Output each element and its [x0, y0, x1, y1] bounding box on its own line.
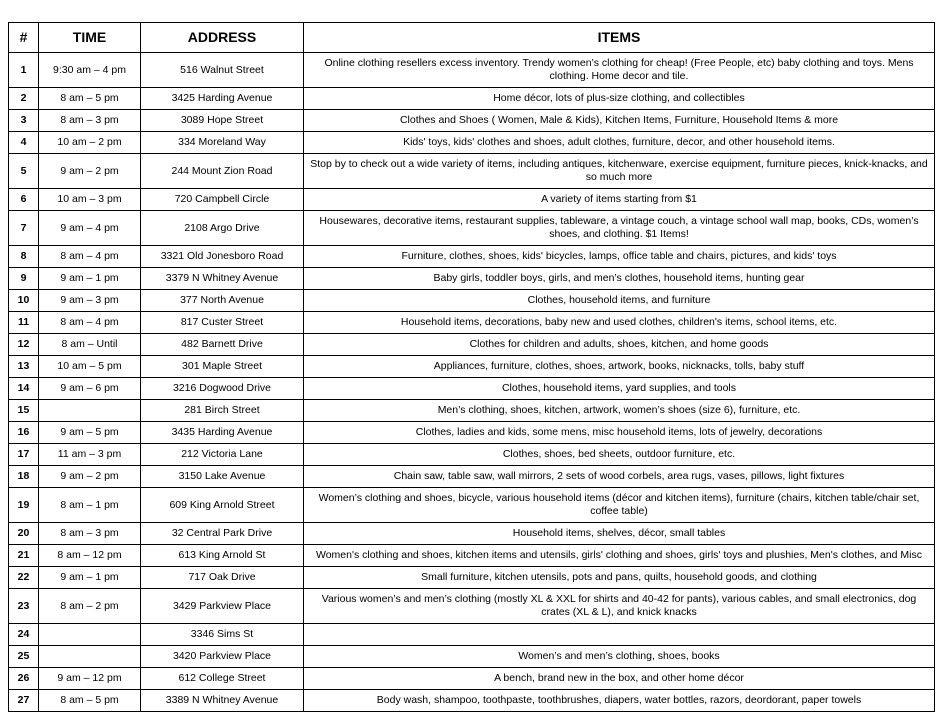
cell-items: Appliances, furniture, clothes, shoes, artwork, books, nicknacks, tolls, baby stuff	[304, 356, 935, 378]
cell-items: Kids' toys, kids' clothes and shoes, adult clothes, furniture, decor, and other household items.	[304, 132, 935, 154]
cell-items: Clothes for children and adults, shoes, kitchen, and home goods	[304, 334, 935, 356]
cell-address: 482 Barnett Drive	[141, 334, 304, 356]
table-row	[9, 690, 935, 712]
cell-number: 13	[9, 356, 39, 378]
cell-time: 9 am – 3 pm	[39, 290, 141, 312]
cell-time	[39, 624, 141, 646]
table-row	[9, 466, 935, 488]
cell-items: Furniture, clothes, shoes, kids' bicycles, lamps, office table and chairs, pictures, and kids' toys	[304, 246, 935, 268]
cell-time: 8 am – 2 pm	[39, 589, 141, 624]
column-header-items: ITEMS	[304, 23, 935, 53]
cell-time: 8 am – 3 pm	[39, 523, 141, 545]
cell-address: 32 Central Park Drive	[141, 523, 304, 545]
cell-address: 3089 Hope Street	[141, 110, 304, 132]
cell-time: 9 am – 2 pm	[39, 154, 141, 189]
table-row	[9, 211, 935, 246]
cell-number: 20	[9, 523, 39, 545]
cell-items: Women’s clothing and shoes, bicycle, various household items (décor and kitchen items), furniture (chairs, kitchen table/chair set, coffee table)	[304, 488, 935, 523]
cell-address: 3420 Parkview Place	[141, 646, 304, 668]
table-row	[9, 53, 935, 88]
cell-time: 9 am – 12 pm	[39, 668, 141, 690]
cell-address: 612 College Street	[141, 668, 304, 690]
cell-items: Stop by to check out a wide variety of items, including antiques, kitchenware, exercise equipment, furniture pieces, knick-knacks, and so much more	[304, 154, 935, 189]
table-row	[9, 400, 935, 422]
table-row	[9, 545, 935, 567]
cell-address: 3389 N Whitney Avenue	[141, 690, 304, 712]
cell-items: Clothes, household items, yard supplies, and tools	[304, 378, 935, 400]
cell-number: 21	[9, 545, 39, 567]
cell-time: 8 am – 3 pm	[39, 110, 141, 132]
cell-items: Household items, shelves, décor, small tables	[304, 523, 935, 545]
cell-number: 2	[9, 88, 39, 110]
table-row	[9, 488, 935, 523]
cell-address: 3379 N Whitney Avenue	[141, 268, 304, 290]
cell-time: 9 am – 1 pm	[39, 268, 141, 290]
cell-number: 25	[9, 646, 39, 668]
sales-listing-table	[8, 22, 935, 712]
cell-items: Clothes, ladies and kids, some mens, misc household items, lots of jewelry, decorations	[304, 422, 935, 444]
cell-number: 10	[9, 290, 39, 312]
table-row	[9, 154, 935, 189]
table-row	[9, 312, 935, 334]
cell-time: 8 am – 4 pm	[39, 312, 141, 334]
cell-address: 3150 Lake Avenue	[141, 466, 304, 488]
table-row	[9, 110, 935, 132]
cell-time: 9 am – 4 pm	[39, 211, 141, 246]
table-row	[9, 132, 935, 154]
table-row	[9, 290, 935, 312]
table-row	[9, 589, 935, 624]
cell-address: 3429 Parkview Place	[141, 589, 304, 624]
cell-items: Body wash, shampoo, toothpaste, toothbrushes, diapers, water bottles, razors, deordorant, paper towels	[304, 690, 935, 712]
cell-address: 3321 Old Jonesboro Road	[141, 246, 304, 268]
cell-number: 18	[9, 466, 39, 488]
table-row	[9, 356, 935, 378]
cell-time: 9 am – 6 pm	[39, 378, 141, 400]
cell-number: 6	[9, 189, 39, 211]
cell-address: 334 Moreland Way	[141, 132, 304, 154]
cell-address: 3346 Sims St	[141, 624, 304, 646]
table-row	[9, 334, 935, 356]
table-row	[9, 567, 935, 589]
table-row	[9, 88, 935, 110]
cell-number: 24	[9, 624, 39, 646]
cell-number: 27	[9, 690, 39, 712]
cell-number: 22	[9, 567, 39, 589]
cell-items: Men’s clothing, shoes, kitchen, artwork, women’s shoes (size 6), furniture, etc.	[304, 400, 935, 422]
cell-items: Women’s and men’s clothing, shoes, books	[304, 646, 935, 668]
cell-time: 8 am – 4 pm	[39, 246, 141, 268]
table-row	[9, 444, 935, 466]
cell-address: 613 King Arnold St	[141, 545, 304, 567]
cell-items: Online clothing resellers excess inventory. Trendy women’s clothing for cheap! (Free People, etc) baby clothing and toys. Mens clothing. Home decor and tile.	[304, 53, 935, 88]
cell-time: 9 am – 5 pm	[39, 422, 141, 444]
cell-number: 12	[9, 334, 39, 356]
cell-items: Clothes and Shoes ( Women, Male & Kids), Kitchen Items, Furniture, Household Items & more	[304, 110, 935, 132]
table-body	[9, 53, 935, 712]
cell-items: Clothes, shoes, bed sheets, outdoor furniture, etc.	[304, 444, 935, 466]
cell-number: 4	[9, 132, 39, 154]
cell-time: 9 am – 2 pm	[39, 466, 141, 488]
cell-time: 11 am – 3 pm	[39, 444, 141, 466]
cell-items: Home décor, lots of plus-size clothing, and collectibles	[304, 88, 935, 110]
cell-address: 377 North Avenue	[141, 290, 304, 312]
cell-number: 3	[9, 110, 39, 132]
cell-number: 7	[9, 211, 39, 246]
cell-address: 3216 Dogwood Drive	[141, 378, 304, 400]
cell-number: 11	[9, 312, 39, 334]
cell-items: Various women’s and men’s clothing (mostly XL & XXL for shirts and 40-42 for pants), various cables, and small electronics, dog crates (XL & L), and knick knacks	[304, 589, 935, 624]
cell-time: 8 am – Until	[39, 334, 141, 356]
cell-address: 817 Custer Street	[141, 312, 304, 334]
cell-time: 9 am – 1 pm	[39, 567, 141, 589]
table-row	[9, 668, 935, 690]
cell-items: Household items, decorations, baby new and used clothes, children's items, school items, etc.	[304, 312, 935, 334]
cell-items: A variety of items starting from $1	[304, 189, 935, 211]
cell-time: 10 am – 3 pm	[39, 189, 141, 211]
table-row	[9, 523, 935, 545]
cell-number: 17	[9, 444, 39, 466]
table-row	[9, 246, 935, 268]
cell-items: Women's clothing and shoes, kitchen items and utensils, girls' clothing and shoes, girls' toys and plushies, Men's clothes, and Misc	[304, 545, 935, 567]
cell-items: Chain saw, table saw, wall mirrors, 2 sets of wood corbels, area rugs, vases, pillows, light fixtures	[304, 466, 935, 488]
cell-address: 3425 Harding Avenue	[141, 88, 304, 110]
cell-number: 23	[9, 589, 39, 624]
cell-time: 10 am – 2 pm	[39, 132, 141, 154]
cell-time: 8 am – 5 pm	[39, 690, 141, 712]
cell-time: 8 am – 1 pm	[39, 488, 141, 523]
cell-items	[304, 624, 935, 646]
cell-number: 14	[9, 378, 39, 400]
column-header-number: #	[9, 23, 39, 53]
cell-number: 8	[9, 246, 39, 268]
cell-address: 720 Campbell Circle	[141, 189, 304, 211]
cell-items: Housewares, decorative items, restaurant supplies, tableware, a vintage couch, a vintage school wall map, books, CDs, women’s shoes, and clothing. $1 Items!	[304, 211, 935, 246]
table-row	[9, 624, 935, 646]
header-row	[9, 23, 935, 53]
cell-address: 244 Mount Zion Road	[141, 154, 304, 189]
cell-address: 3435 Harding Avenue	[141, 422, 304, 444]
table-header	[9, 23, 935, 53]
cell-address: 212 Victoria Lane	[141, 444, 304, 466]
table-row	[9, 646, 935, 668]
cell-address: 516 Walnut Street	[141, 53, 304, 88]
cell-address: 301 Maple Street	[141, 356, 304, 378]
column-header-time: TIME	[39, 23, 141, 53]
cell-number: 26	[9, 668, 39, 690]
cell-number: 16	[9, 422, 39, 444]
table-row	[9, 378, 935, 400]
cell-number: 19	[9, 488, 39, 523]
cell-time: 9:30 am – 4 pm	[39, 53, 141, 88]
column-header-address: ADDRESS	[141, 23, 304, 53]
cell-address: 609 King Arnold Street	[141, 488, 304, 523]
cell-number: 15	[9, 400, 39, 422]
table-row	[9, 189, 935, 211]
cell-items: Baby girls, toddler boys, girls, and men’s clothes, household items, hunting gear	[304, 268, 935, 290]
cell-time: 10 am – 5 pm	[39, 356, 141, 378]
cell-time	[39, 400, 141, 422]
table-row	[9, 268, 935, 290]
cell-time: 8 am – 12 pm	[39, 545, 141, 567]
cell-time	[39, 646, 141, 668]
cell-address: 2108 Argo Drive	[141, 211, 304, 246]
cell-time: 8 am – 5 pm	[39, 88, 141, 110]
table-row	[9, 422, 935, 444]
cell-address: 717 Oak Drive	[141, 567, 304, 589]
cell-items: Small furniture, kitchen utensils, pots and pans, quilts, household goods, and clothing	[304, 567, 935, 589]
cell-items: A bench, brand new in the box, and other home décor	[304, 668, 935, 690]
cell-number: 9	[9, 268, 39, 290]
cell-items: Clothes, household items, and furniture	[304, 290, 935, 312]
cell-number: 1	[9, 53, 39, 88]
cell-number: 5	[9, 154, 39, 189]
cell-address: 281 Birch Street	[141, 400, 304, 422]
